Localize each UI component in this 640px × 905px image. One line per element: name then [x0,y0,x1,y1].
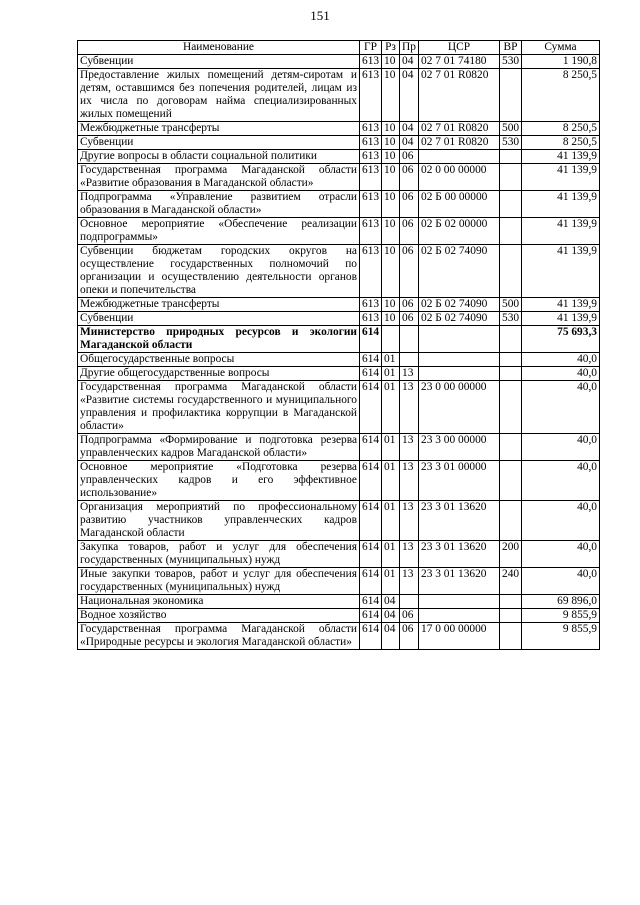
cell-vr [500,609,522,623]
cell-name: Основное мероприятие «Подготовка резерва управленческих кадров и его эффективное использование» [78,461,360,501]
table-row [78,245,600,298]
header-csr: ЦСР [419,41,500,55]
cell-vr: 530 [500,136,522,150]
cell-sum: 40,0 [522,541,600,568]
cell-pr: 06 [400,609,419,623]
cell-pr: 06 [400,218,419,245]
cell-rz: 01 [382,381,400,434]
cell-name: Подпрограмма «Управление развитием отрасли образования в Магаданской области» [78,191,360,218]
cell-gr: 613 [360,245,382,298]
cell-pr: 06 [400,164,419,191]
cell-pr: 04 [400,69,419,122]
cell-rz: 01 [382,367,400,381]
cell-vr [500,501,522,541]
cell-gr: 614 [360,367,382,381]
cell-csr: 23 3 01 13620 [419,568,500,595]
cell-vr [500,245,522,298]
table-row [78,326,600,353]
cell-gr: 613 [360,55,382,69]
cell-gr: 614 [360,568,382,595]
cell-sum: 9 855,9 [522,623,600,650]
cell-vr: 200 [500,541,522,568]
cell-pr: 13 [400,461,419,501]
cell-rz: 04 [382,623,400,650]
cell-vr [500,434,522,461]
cell-vr: 530 [500,55,522,69]
cell-gr: 614 [360,595,382,609]
cell-gr: 614 [360,434,382,461]
cell-gr: 614 [360,461,382,501]
cell-csr: 23 3 01 00000 [419,461,500,501]
cell-vr [500,191,522,218]
cell-rz: 10 [382,136,400,150]
cell-csr: 02 Б 02 00000 [419,218,500,245]
table-row [78,461,600,501]
cell-name: Государственная программа Магаданской области «Развитие системы государственного и муниципального управления и профилактика коррупции в Магаданской области» [78,381,360,434]
cell-pr: 13 [400,434,419,461]
cell-gr: 613 [360,298,382,312]
cell-name: Водное хозяйство [78,609,360,623]
cell-gr: 613 [360,164,382,191]
cell-pr: 06 [400,150,419,164]
cell-rz: 10 [382,69,400,122]
cell-rz: 10 [382,55,400,69]
table-row [78,69,600,122]
cell-sum: 1 190,8 [522,55,600,69]
cell-gr: 613 [360,312,382,326]
cell-sum: 41 139,9 [522,312,600,326]
cell-name: Национальная экономика [78,595,360,609]
cell-gr: 614 [360,501,382,541]
cell-rz: 10 [382,122,400,136]
cell-gr: 614 [360,623,382,650]
cell-sum: 40,0 [522,568,600,595]
cell-rz: 01 [382,461,400,501]
header-name: Наименование [78,41,360,55]
cell-rz: 10 [382,298,400,312]
cell-vr: 500 [500,122,522,136]
cell-pr [400,326,419,353]
cell-pr: 06 [400,245,419,298]
cell-sum: 41 139,9 [522,245,600,298]
cell-sum: 40,0 [522,501,600,541]
cell-vr [500,381,522,434]
cell-vr [500,353,522,367]
cell-csr [419,595,500,609]
cell-vr [500,326,522,353]
table-row [78,595,600,609]
cell-name: Министерство природных ресурсов и экологии Магаданской области [78,326,360,353]
cell-vr [500,150,522,164]
cell-sum: 40,0 [522,353,600,367]
cell-pr: 06 [400,191,419,218]
cell-name: Межбюджетные трансферты [78,298,360,312]
cell-sum: 41 139,9 [522,150,600,164]
cell-rz: 10 [382,312,400,326]
cell-rz: 01 [382,568,400,595]
cell-name: Закупка товаров, работ и услуг для обеспечения государственных (муниципальных) нужд [78,541,360,568]
cell-csr: 23 3 00 00000 [419,434,500,461]
table-row [78,623,600,650]
cell-vr [500,69,522,122]
cell-name: Другие вопросы в области социальной политики [78,150,360,164]
cell-csr: 02 7 01 R0820 [419,122,500,136]
cell-sum: 40,0 [522,434,600,461]
cell-gr: 614 [360,381,382,434]
header-sum: Сумма [522,41,600,55]
cell-csr: 02 7 01 R0820 [419,69,500,122]
cell-sum: 40,0 [522,381,600,434]
cell-rz: 10 [382,218,400,245]
cell-gr: 613 [360,122,382,136]
cell-vr [500,461,522,501]
cell-pr [400,595,419,609]
cell-name: Субвенции [78,136,360,150]
cell-rz: 01 [382,541,400,568]
cell-sum: 8 250,5 [522,69,600,122]
cell-name: Государственная программа Магаданской области «Природные ресурсы и экология Магаданской области» [78,623,360,650]
cell-csr: 17 0 00 00000 [419,623,500,650]
cell-vr [500,164,522,191]
table-row [78,298,600,312]
cell-sum: 8 250,5 [522,136,600,150]
cell-vr [500,595,522,609]
cell-rz [382,326,400,353]
table-row [78,381,600,434]
cell-name: Субвенции [78,312,360,326]
table-row [78,55,600,69]
table-header-row [78,41,600,55]
cell-pr: 06 [400,623,419,650]
table-row [78,434,600,461]
cell-csr: 02 7 01 R0820 [419,136,500,150]
header-rz: Рз [382,41,400,55]
cell-pr: 06 [400,298,419,312]
cell-gr: 614 [360,609,382,623]
cell-gr: 613 [360,191,382,218]
cell-gr: 613 [360,150,382,164]
cell-rz: 04 [382,609,400,623]
cell-vr [500,623,522,650]
cell-csr [419,353,500,367]
cell-sum: 40,0 [522,367,600,381]
cell-csr: 23 0 00 00000 [419,381,500,434]
cell-sum: 75 693,3 [522,326,600,353]
cell-pr [400,353,419,367]
table-row [78,164,600,191]
cell-gr: 613 [360,69,382,122]
cell-sum: 41 139,9 [522,191,600,218]
cell-csr [419,326,500,353]
cell-sum: 41 139,9 [522,218,600,245]
cell-pr: 06 [400,312,419,326]
cell-sum: 9 855,9 [522,609,600,623]
cell-csr [419,150,500,164]
cell-rz: 01 [382,501,400,541]
table-row [78,122,600,136]
cell-sum: 41 139,9 [522,298,600,312]
budget-table [77,40,600,650]
header-vr: ВР [500,41,522,55]
cell-gr: 614 [360,541,382,568]
cell-csr: 02 Б 02 74090 [419,245,500,298]
cell-vr: 240 [500,568,522,595]
cell-rz: 04 [382,595,400,609]
cell-pr: 13 [400,568,419,595]
cell-vr [500,367,522,381]
cell-name: Подпрограмма «Формирование и подготовка резерва управленческих кадров Магаданской области» [78,434,360,461]
cell-csr: 02 7 01 74180 [419,55,500,69]
cell-name: Межбюджетные трансферты [78,122,360,136]
cell-csr: 02 Б 02 74090 [419,312,500,326]
cell-csr [419,609,500,623]
table-row [78,501,600,541]
cell-gr: 613 [360,218,382,245]
cell-rz: 10 [382,164,400,191]
cell-rz: 01 [382,434,400,461]
table-row [78,218,600,245]
table-row [78,312,600,326]
cell-name: Субвенции бюджетам городских округов на осуществление государственных полномочий по организации и осуществлению деятельности органов опеки и попечительства [78,245,360,298]
cell-rz: 10 [382,191,400,218]
cell-gr: 614 [360,326,382,353]
cell-name: Основное мероприятие «Обеспечение реализации подпрограммы» [78,218,360,245]
cell-sum: 8 250,5 [522,122,600,136]
cell-name: Субвенции [78,55,360,69]
table-row [78,568,600,595]
cell-name: Общегосударственные вопросы [78,353,360,367]
cell-gr: 614 [360,353,382,367]
cell-rz: 10 [382,150,400,164]
cell-rz: 10 [382,245,400,298]
cell-csr: 02 Б 02 74090 [419,298,500,312]
table-row [78,367,600,381]
table-row [78,136,600,150]
cell-vr: 500 [500,298,522,312]
cell-pr: 04 [400,55,419,69]
cell-csr: 02 Б 00 00000 [419,191,500,218]
table-row [78,353,600,367]
cell-pr: 13 [400,381,419,434]
cell-rz: 01 [382,353,400,367]
cell-csr [419,367,500,381]
table-row [78,150,600,164]
cell-pr: 04 [400,122,419,136]
cell-name: Государственная программа Магаданской области «Развитие образования в Магаданской области» [78,164,360,191]
cell-csr: 23 3 01 13620 [419,541,500,568]
cell-pr: 04 [400,136,419,150]
cell-name: Другие общегосударственные вопросы [78,367,360,381]
header-pr: Пр [400,41,419,55]
table-body [78,55,600,650]
header-gr: ГР [360,41,382,55]
cell-csr: 23 3 01 13620 [419,501,500,541]
cell-pr: 13 [400,367,419,381]
page-number: 151 [310,8,330,23]
cell-sum: 40,0 [522,461,600,501]
cell-pr: 13 [400,501,419,541]
cell-gr: 613 [360,136,382,150]
cell-name: Иные закупки товаров, работ и услуг для обеспечения государственных (муниципальных) нужд [78,568,360,595]
cell-sum: 69 896,0 [522,595,600,609]
cell-csr: 02 0 00 00000 [419,164,500,191]
cell-vr [500,218,522,245]
table-row [78,541,600,568]
cell-name: Организация мероприятий по профессиональному развитию участников управленческих кадров Магаданской области [78,501,360,541]
cell-sum: 41 139,9 [522,164,600,191]
cell-vr: 530 [500,312,522,326]
cell-pr: 13 [400,541,419,568]
cell-name: Предоставление жилых помещений детям-сиротам и детям, оставшимся без попечения родителей, лицам из их числа по договорам найма специализированных жилых помещений [78,69,360,122]
table-row [78,609,600,623]
table-row [78,191,600,218]
